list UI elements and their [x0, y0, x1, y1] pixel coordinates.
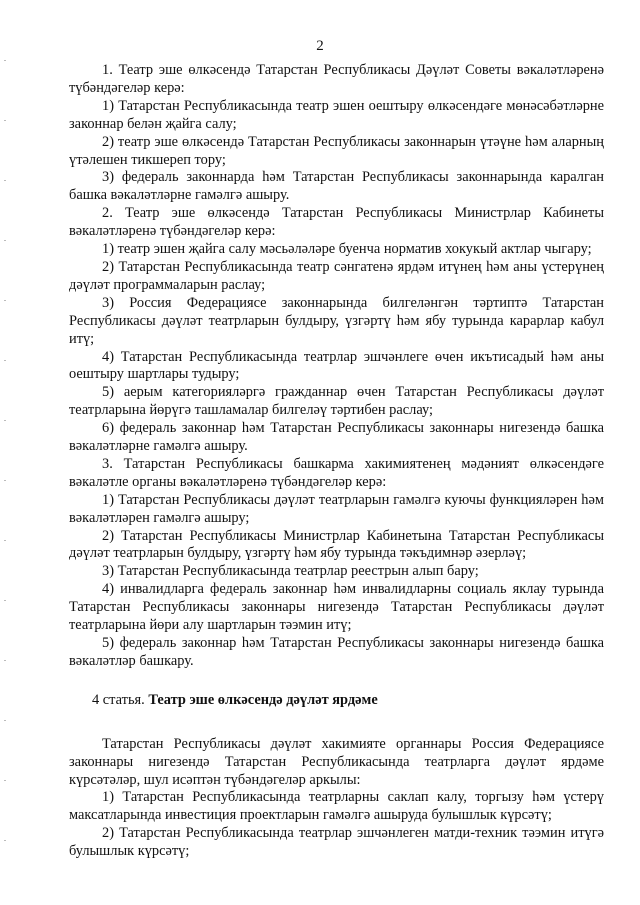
article-title: Театр эше өлкәсендә дәүләт ярдәме: [148, 691, 378, 708]
paragraph: 1. Театр эше өлкәсендә Татарстан Республикасы Дәүләт Советы вәкаләтләренә түбәндәгеләр керә:: [69, 62, 604, 96]
paragraph: 2) Татарстан Республикасында театр сәнгатенә ярдәм итүнең һәм аны үстерүнең дәүләт программаларын раслау;: [69, 258, 604, 293]
paragraph: 2) Татарстан Республикасында театрлар эшчәнлеген матди-техник тәэмин итүгә булышлык күрсәтү;: [69, 825, 604, 860]
paragraph: 3) Татарстан Республикасында театрлар реестрын алып бару;: [102, 563, 479, 580]
paragraph: 3. Татарстан Республикасы башкарма хакимиятенең мәдәният өлкәсендәге вәкаләтле органы вәкаләтләренә түбәндәгеләр керә:: [69, 455, 604, 490]
document-body: [69, 62, 604, 861]
paragraph: 2. Театр эше өлкәсендә Татарстан Республикасы Министрлар Кабинеты вәкаләтләренә түбәндәгеләр керә:: [69, 205, 604, 240]
scan-margin-marks: [4, 0, 10, 905]
article-heading: [69, 692, 604, 710]
paragraph: 1) Татарстан Республикасында театрларны саклап калу, торгызу һәм үстерү максатларында инвестиция проектларын гамәлгә ашыруда булышлык күрсәтү;: [69, 789, 604, 824]
paragraph: 3) Россия Федерациясе законнарында билгеләнгән тәртиптә Татарстан Республикасы дәүләт театрларын булдыру, үзгәртү һәм ябу турында карарлар кабул итү;: [69, 294, 604, 347]
paragraph: Татарстан Республикасы дәүләт хакимияте органнары Россия Федерациясе законнары нигезендә Татарстан Республикасында театрларга дәүләт ярдәме күрсәтәләр, шул исәптән түбәндәгеләр аркылы:: [69, 735, 604, 788]
paragraph: 4) Татарстан Республикасында театрлар эшчәнлеге өчен икътисадый һәм аны оештыру шартлары тудыру;: [69, 348, 604, 383]
page-number: 2: [316, 38, 324, 54]
paragraph: 1) Татарстан Республикасы дәүләт театрларын гамәлгә куючы функцияләрен һәм вәкаләтләрен гамәлгә ашыру;: [69, 491, 604, 526]
paragraph: 2) театр эше өлкәсендә Татарстан Республикасы законнарын үтәүне һәм аларның үтәлешен тикшереп тору;: [69, 133, 604, 168]
paragraph: 2) Татарстан Республикасы Министрлар Кабинетына Татарстан Республикасы дәүләт театрларын булдыру, үзгәртү һәм ябу турында тәкъдимнәр әзерләү;: [69, 527, 604, 562]
paragraph: 5) федераль законнар һәм Татарстан Республикасы законнары нигезендә башка вәкаләтләр башкару.: [69, 635, 604, 669]
paragraph: 6) федераль законнар һәм Татарстан Республикасы законнары нигезендә башка вәкаләтләрне гамәлгә ашыру.: [69, 420, 604, 455]
article-number: 4 статья.: [92, 691, 145, 708]
paragraph: 4) инвалидларга федераль законнар һәм инвалидларны социаль яклау турында Татарстан Республикасы законнары нигезендә Татарстан Республикасы дәүләт театрларына йөри алу шартларын тәэмин итү;: [69, 581, 604, 634]
paragraph: 5) аерым категорияләргә гражданнар өчен Татарстан Республикасы дәүләт театрларына йөрүгә ташламалар билгеләү тәртибен раслау;: [69, 384, 604, 419]
paragraph: 1) Татарстан Республикасында театр эшен оештыру өлкәсендәге мөнәсәбәтләрне законнар белән җайга салу;: [69, 97, 604, 132]
paragraph: 3) федераль законнарда һәм Татарстан Республикасы законнарында каралган башка вәкаләтләрне гамәлгә ашыру.: [69, 169, 604, 204]
paragraph: 1) театр эшен җайга салу мәсьәләләре буенча норматив хокукый актлар чыгару;: [102, 241, 592, 258]
